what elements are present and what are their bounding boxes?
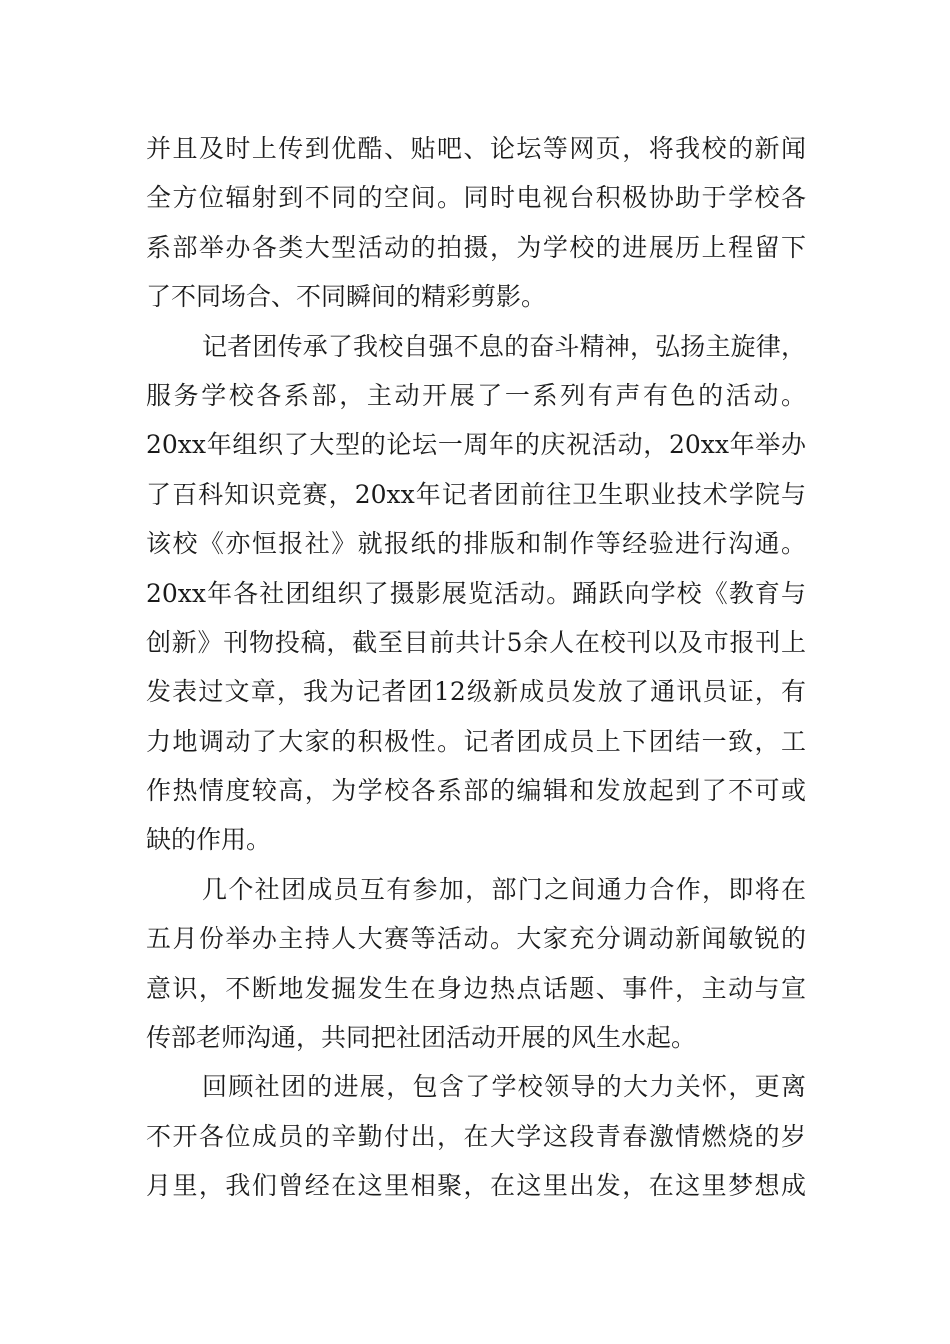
- text-line: 了不同场合、不同瞬间的精彩剪影。: [146, 282, 547, 312]
- paragraph-first-line: 记者团传承了我校自强不息的奋斗精神，弘扬主旋律，: [202, 331, 806, 361]
- text-line: 发表过文章，我为记者团12级新成员发放了通讯员证，有: [146, 677, 806, 707]
- text-line: 创新》刊物投稿，截至目前共计5余人在校刊以及市报刊上: [146, 627, 806, 657]
- text-line: 不开各位成员的辛勤付出，在大学这段青春激情燃烧的岁: [146, 1121, 806, 1151]
- text-line: 20xx年组织了大型的论坛一周年的庆祝活动，20xx年举办: [146, 430, 806, 460]
- text-line: 并且及时上传到优酷、贴吧、论坛等网页，将我校的新闻: [146, 134, 806, 163]
- text-line: 系部举办各类大型活动的拍摄，为学校的进展历上程留下: [146, 232, 806, 262]
- text-line: 意识，不断地发掘发生在身边热点话题、事件，主动与宣: [146, 973, 806, 1003]
- text-line: 作热情度较高，为学校各系部的编辑和发放起到了不可或: [146, 776, 806, 806]
- paragraph-first-line: 几个社团成员互有参加，部门之间通力合作，即将在: [202, 874, 806, 904]
- text-line: 该校《亦恒报社》就报纸的排版和制作等经验进行沟通。: [146, 529, 806, 559]
- paragraph-first-line: 回顾社团的进展，包含了学校领导的大力关怀，更离: [202, 1072, 806, 1102]
- text-line: 全方位辐射到不同的空间。同时电视台积极协助于学校各: [146, 183, 806, 213]
- text-line: 传部老师沟通，共同把社团活动开展的风生水起。: [146, 1023, 697, 1053]
- text-line: 月里，我们曾经在这里相聚，在这里出发，在这里梦想成: [146, 1171, 806, 1201]
- body-text: [146, 124, 806, 1211]
- text-line: 20xx年各社团组织了摄影展览活动。踊跃向学校《教育与: [146, 578, 806, 608]
- text-line: 服务学校各系部，主动开展了一系列有声有色的活动。: [146, 380, 806, 410]
- text-line: 五月份举办主持人大赛等活动。大家充分调动新闻敏锐的: [146, 924, 806, 954]
- text-line: 力地调动了大家的积极性。记者团成员上下团结一致，工: [146, 726, 806, 756]
- text-line: 缺的作用。: [146, 825, 272, 855]
- text-line: 了百科知识竞赛，20xx年记者团前往卫生职业技术学院与: [146, 479, 806, 509]
